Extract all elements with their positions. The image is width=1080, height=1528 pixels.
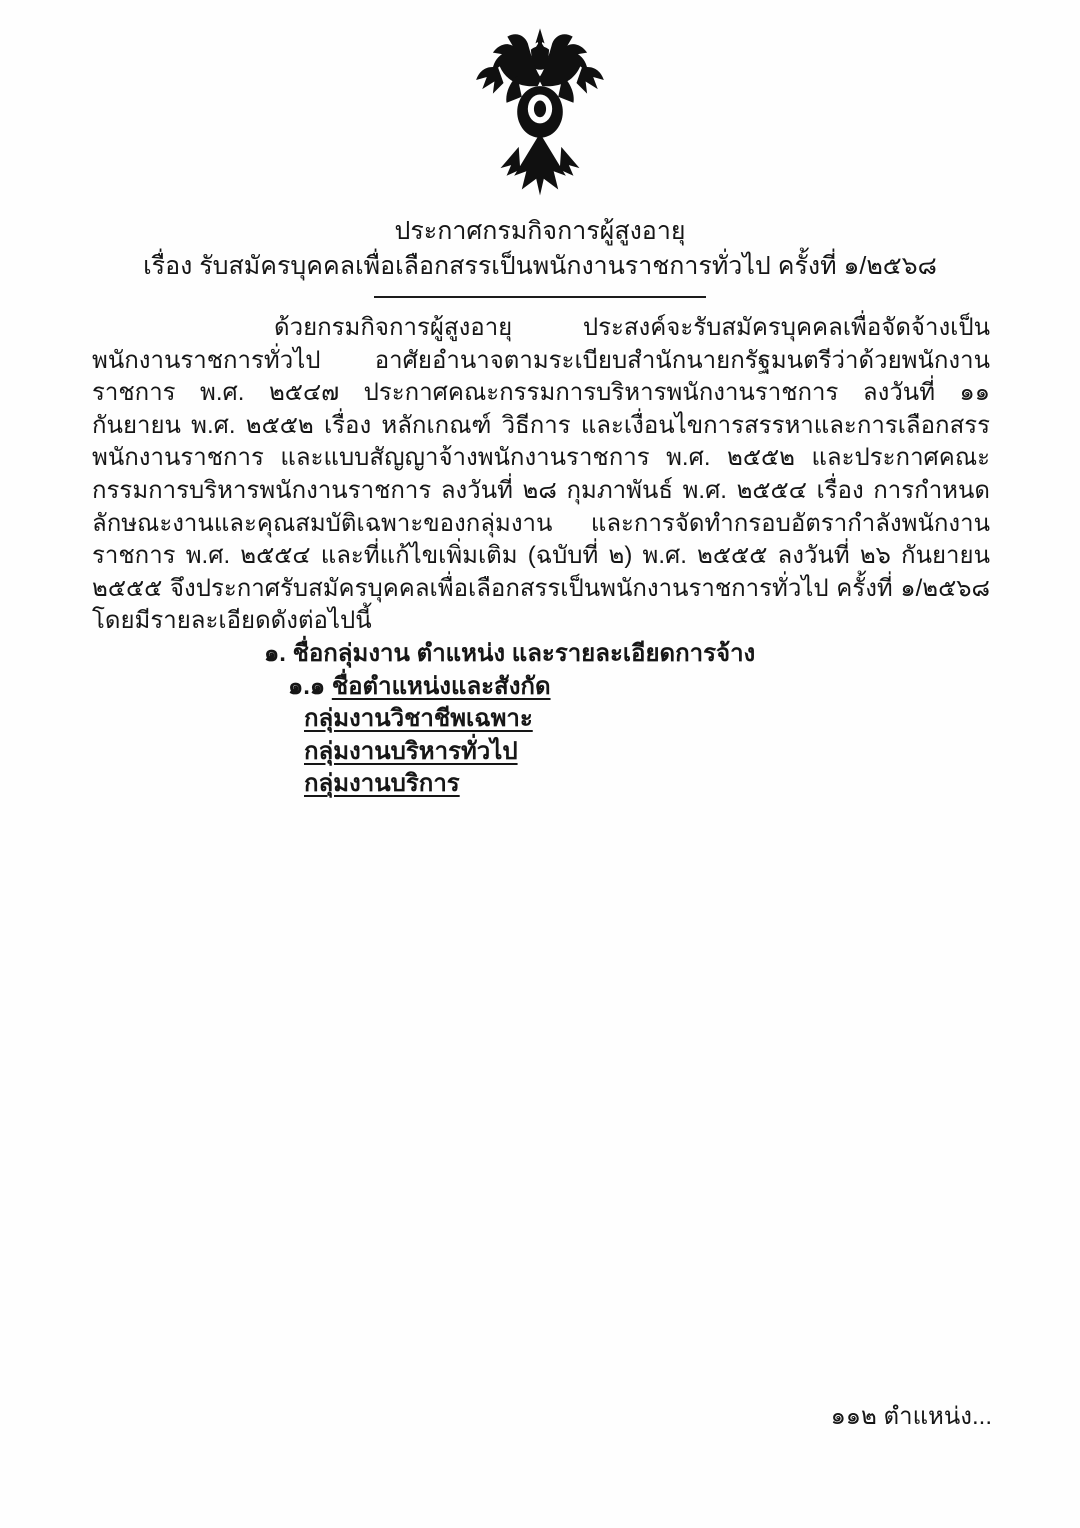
section-1-1-heading: [288, 671, 990, 704]
job-group-heading: กลุ่มงานบริหารทั่วไป: [304, 737, 518, 765]
section-1-1-title: ชื่อตำแหน่งและสังกัด: [331, 672, 551, 700]
section-1-1-number: ๑.๑: [288, 672, 326, 700]
page-continuation-note: ๑๑๒ ตำแหน่ง...: [830, 1403, 992, 1430]
job-group-heading: กลุ่มงานวิชาชีพเฉพาะ: [304, 705, 533, 733]
garuda-emblem: [460, 26, 620, 210]
title-divider: [374, 296, 706, 298]
intro-paragraph: ด้วยกรมกิจการผู้สูงอายุ ประสงค์จะรับสมัครบุคคลเพื่อจัดจ้างเป็นพนักงานราชการทั่วไป อาศัยอำนาจตามระเบียบสำนักนายกรัฐมนตรีว่าด้วยพนักงานราชการ พ.ศ. ๒๕๔๗ ประกาศคณะกรรมการบริหารพนักงานราชการ ลงวันที่ ๑๑ กันยายน พ.ศ. ๒๕๕๒ เรื่อง หลักเกณฑ์ วิธีการ และเงื่อนไขการสรรหาและการเลือกสรรพนักงานราชการ และแบบสัญญาจ้างพนักงานราชการ พ.ศ. ๒๕๕๒ และประกาศคณะกรรมการบริหารพนักงานราชการ ลงวันที่ ๒๘ กุมภาพันธ์ พ.ศ. ๒๕๕๔ เรื่อง การกำหนดลักษณะงานและคุณสมบัติเฉพาะของกลุ่มงาน และการจัดทำกรอบอัตรากำลังพนักงานราชการ พ.ศ. ๒๕๕๔ และที่แก้ไขเพิ่มเติม (ฉบับที่ ๒) พ.ศ. ๒๕๕๕ ลงวันที่ ๒๖ กันยายน ๒๕๕๕ จึงประกาศรับสมัครบุคคลเพื่อเลือกสรรเป็นพนักงานราชการทั่วไป ครั้งที่ ๑/๒๕๖๘ โดยมีรายละเอียดดังต่อไปนี้: [92, 314, 990, 635]
announcement-subject: เรื่อง รับสมัครบุคคลเพื่อเลือกสรรเป็นพนักงานราชการทั่วไป ครั้งที่ ๑/๒๕๖๘: [143, 252, 937, 280]
job-group-heading: กลุ่มงานบริการ: [304, 770, 460, 798]
announcement-title: ประกาศกรมกิจการผู้สูงอายุ: [394, 217, 686, 245]
section-1-heading: ๑. ชื่อกลุ่มงาน ตำแหน่ง และรายละเอียดการจ้าง: [264, 639, 756, 667]
document-body: [92, 312, 990, 801]
